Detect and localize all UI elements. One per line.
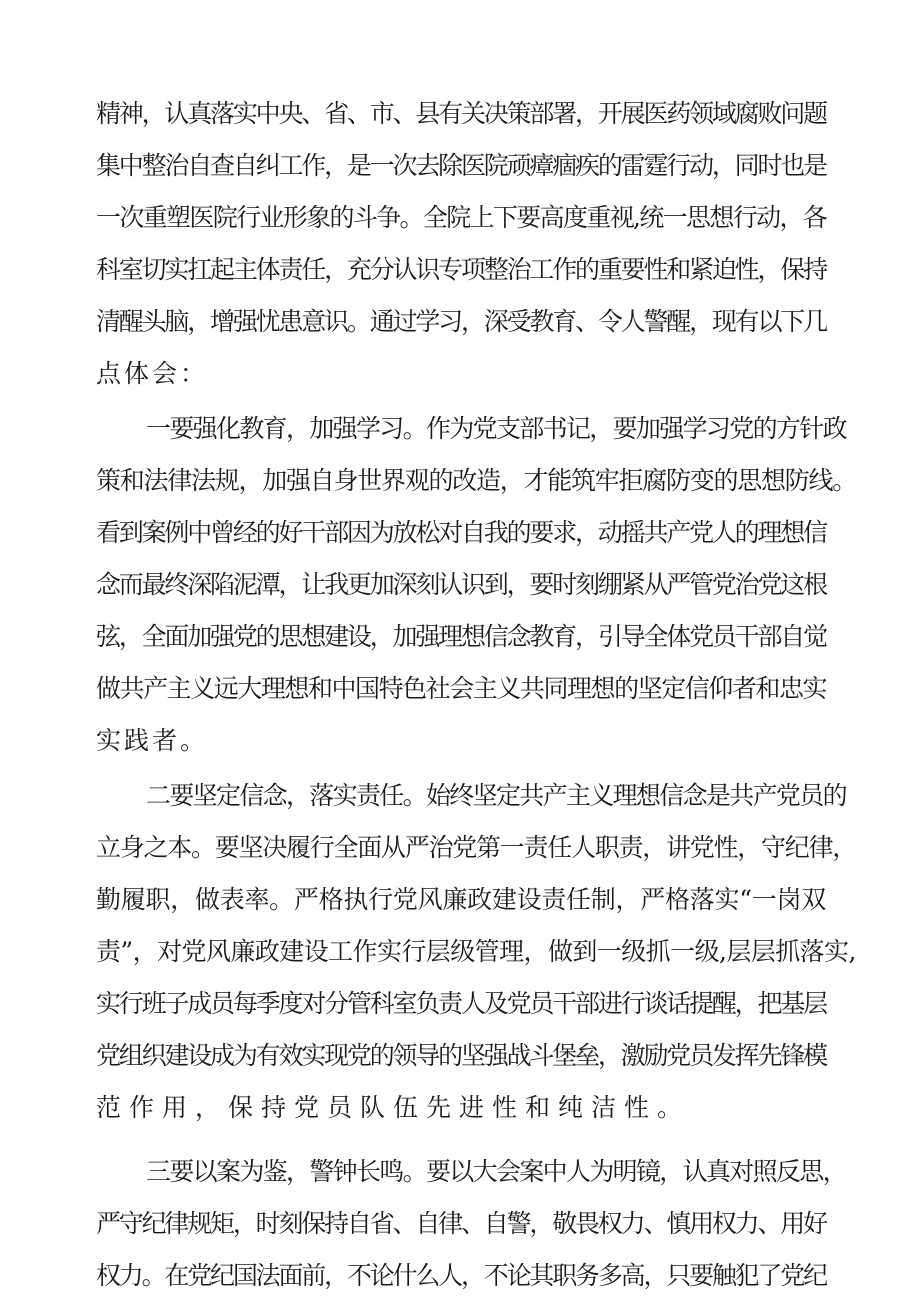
text-line-14: 二要坚定信念，落实责任。始终坚定共产主义理想信念是共产党员的: [146, 781, 846, 810]
text-line-11: 弦，全面加强党的思想建设，加强理想信念教育，引导全体党员干部自觉: [96, 622, 826, 651]
text-line-10: 念而最终深陷泥潭，让我更加深刻认识到，要时刻绷紧从严管党治党这根: [96, 570, 826, 599]
text-line-20: 范作用，保持党员队伍先进性和纯洁性。: [96, 1093, 691, 1122]
text-line-7: 一要强化教育，加强学习。作为党支部书记，要加强学习党的方针政: [146, 414, 846, 443]
text-line-1: 精神，认真落实中央、省、市、县有关决策部署，开展医药领域腐败问题: [96, 99, 826, 128]
text-line-2: 集中整治自查自纠工作，是一次去除医院顽瘴痼疾的雷霆行动，同时也是: [96, 151, 826, 180]
text-line-9: 看到案例中曾经的好干部因为放松对自我的要求，动摇共产党人的理想信: [96, 518, 826, 547]
text-line-13: 实践者。: [96, 726, 209, 755]
text-line-18: 实行班子成员每季度对分管科室负责人及党员干部进行谈话提醒，把基层: [96, 989, 826, 1018]
text-line-4: 科室切实扛起主体责任，充分认识专项整治工作的重要性和紧迫性，保持: [96, 255, 826, 284]
text-line-22: 严守纪律规矩，时刻保持自省、自律、自警，敬畏权力、慎用权力、用好: [96, 1209, 826, 1238]
text-line-17: 责”，对党风廉政建设工作实行层级管理，做到一级抓一级,层层抓落实,: [96, 937, 856, 966]
text-line-6: 点体会：: [96, 359, 209, 388]
text-line-23: 权力。在党纪国法面前，不论什么人，不论其职务多高，只要触犯了党纪: [96, 1261, 826, 1290]
text-line-5: 清醒头脑，增强忧患意识。通过学习，深受教育、令人警醒，现有以下几: [96, 307, 826, 336]
text-line-16: 勤履职，做表率。严格执行党风廉政建设责任制，严格落实“一岗双: [96, 885, 826, 914]
text-line-19: 党组织建设成为有效实现党的领导的坚强战斗堡垒，激励党员发挥先锋模: [96, 1041, 826, 1070]
text-line-3: 一次重塑医院行业形象的斗争。全院上下要高度重视,统一思想行动，各: [96, 203, 827, 232]
text-line-12: 做共产主义远大理想和中国特色社会主义共同理想的坚定信仰者和忠实: [96, 674, 827, 703]
text-line-15: 立身之本。要坚决履行全面从严治党第一责任人职责，讲党性，守纪律，: [96, 833, 857, 862]
text-line-8: 策和法律法规，加强自身世界观的改造，才能筑牢拒腐防变的思想防线。: [96, 466, 857, 495]
text-line-21: 三要以案为鉴，警钟长鸣。要以大会案中人为明镜，认真对照反思，: [146, 1157, 846, 1186]
